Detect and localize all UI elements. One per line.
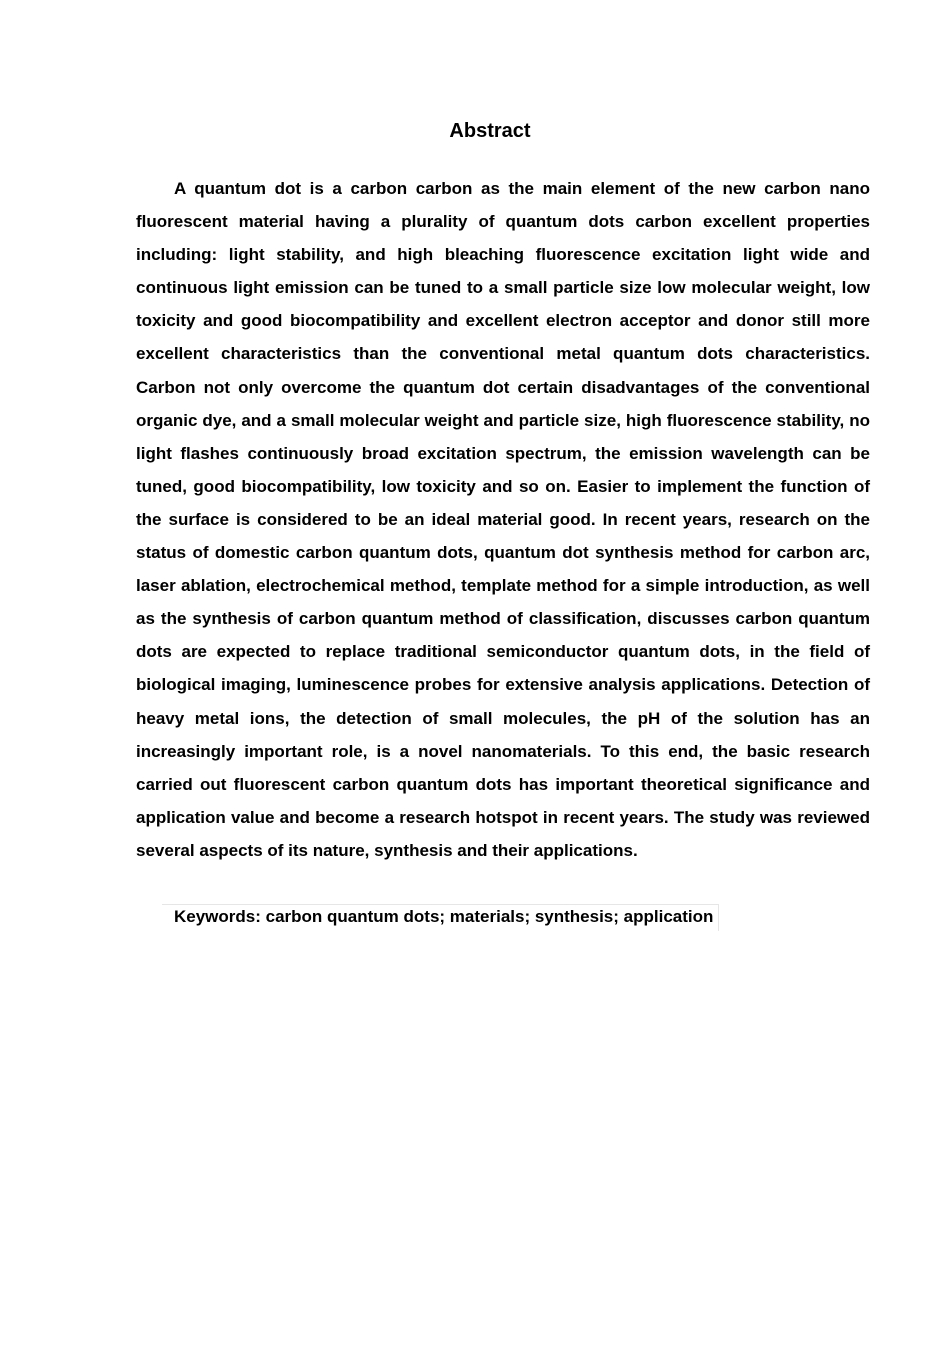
abstract-body-paragraph: A quantum dot is a carbon carbon as the main element of the new carbon nano fluorescent material having a plurality of quantum dots carbon excellent properties including: light stability, and high bleaching fluorescence excitation light wide and continuous light emission can be tuned to a small particle size low molecular weight, low toxicity and good biocompatibility and excellent electron acceptor and donor still more excellent characteristics than the conventional metal quantum dots characteristics. Carbon not only overcome the quantum dot certain disadvantages of the conventional organic dye, and a small molecular weight and particle size, high fluorescence stability, no light flashes continuously broad excitation spectrum, the emission wavelength can be tuned, good biocompatibility, low toxicity and so on. Easier to implement the function of the surface is considered to be an ideal material good. In recent years, research on the status of domestic carbon quantum dots, quantum dot synthesis method for carbon arc, laser ablation, electrochemical method, template method for a simple introduction, as well as the synthesis of carbon quantum method of classification, discusses carbon quantum dots are expected to replace traditional semiconductor quantum dots, in the field of biological imaging, luminescence probes for extensive analysis applications. Detection of heavy metal ions, the detection of small molecules, the pH of the solution has an increasingly important role, is a novel nanomaterials. To this end, the basic research carried out fluorescent carbon quantum dots has important theoretical significance and application value and become a research hotspot in recent years. The study was reviewed several aspects of its nature, synthesis and their applications. <box>136 179 870 860</box>
keywords-line: Keywords: carbon quantum dots; materials; synthesis; application <box>174 907 714 926</box>
abstract-title: Abstract <box>449 120 531 142</box>
